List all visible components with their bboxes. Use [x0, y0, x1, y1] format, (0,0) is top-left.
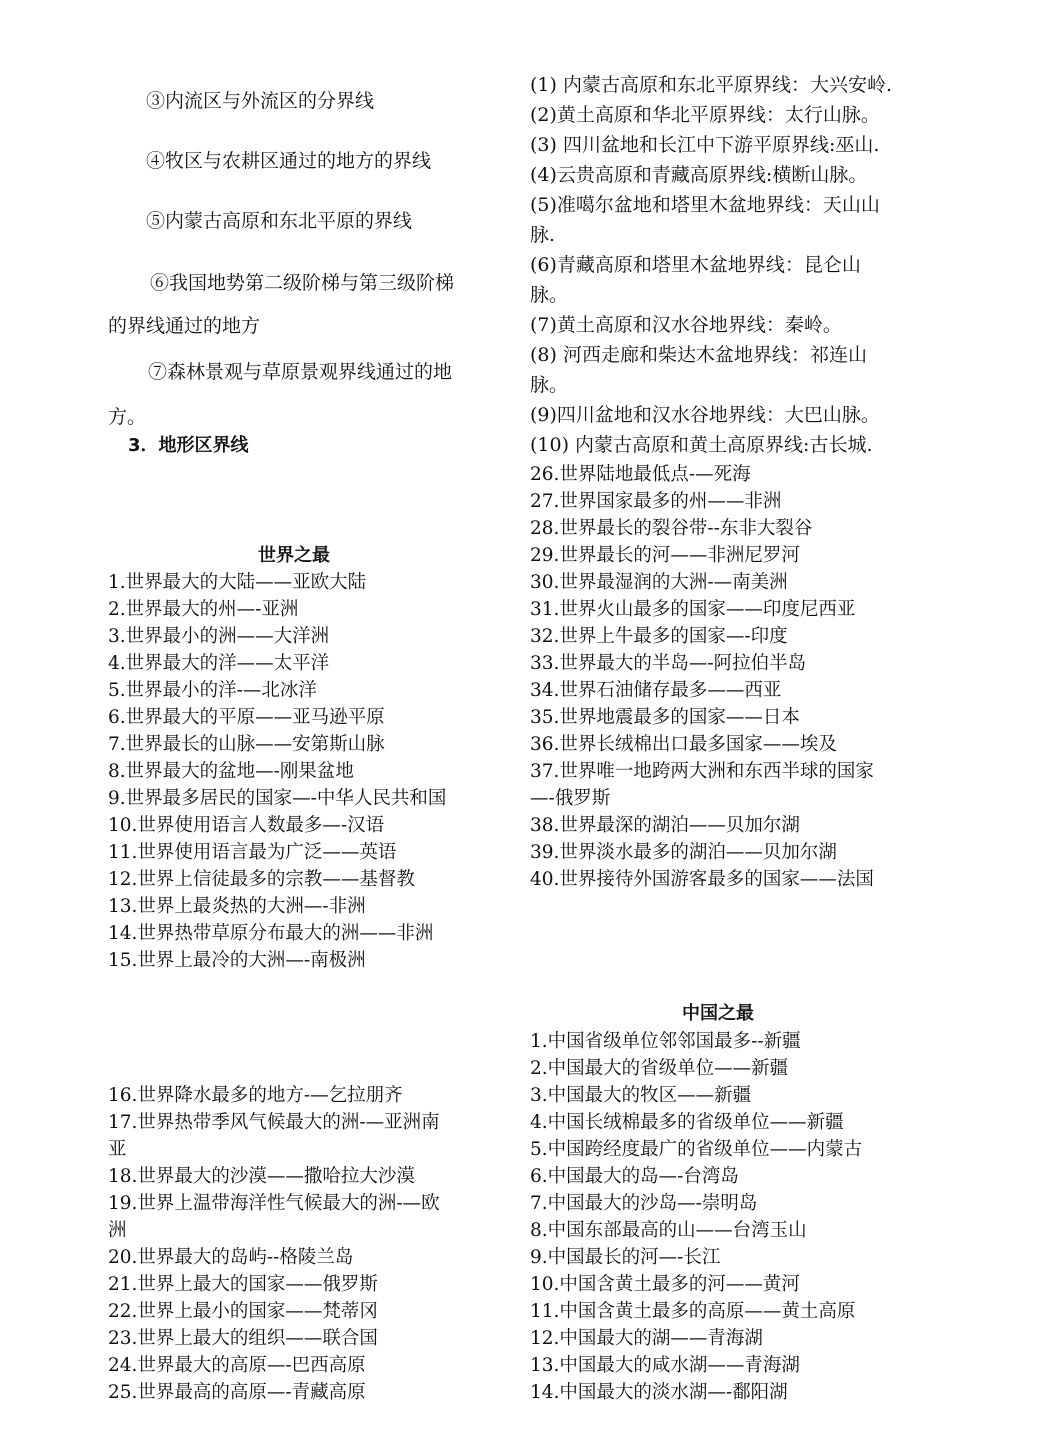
list-item: 26.世界陆地最低点-—死海	[530, 464, 751, 485]
list-item: 10.中国含黄土最多的河——黄河	[530, 1274, 800, 1295]
list-item: (5)准噶尔盆地和塔里木盆地界线：天山山	[530, 194, 880, 216]
list-item: (9)四川盆地和汉水谷地界线：大巴山脉。	[530, 404, 880, 426]
list-item: 11.世界使用语言最为广泛——英语	[108, 842, 397, 863]
list-item: 37.世界唯一地跨两大洲和东西半球的国家	[530, 761, 874, 782]
list-item: (6)青藏高原和塔里木盆地界线：昆仑山	[530, 254, 861, 276]
boundary-item-7-cont: 方。	[108, 406, 147, 428]
list-item: 13.世界上最炎热的大洲—-非洲	[108, 896, 366, 917]
list-item: 14.世界热带草原分布最大的洲——非洲	[108, 923, 434, 944]
list-item: 12.世界上信徒最多的宗教——基督教	[108, 869, 415, 890]
list-item: 3.世界最小的洲——大洋洲	[108, 626, 330, 647]
list-item: 9.世界最多居民的国家—-中华人民共和国	[108, 788, 447, 809]
list-item: 2.中国最大的省级单位——新疆	[530, 1058, 789, 1079]
list-item: 20.世界最大的岛屿--格陵兰岛	[108, 1247, 354, 1268]
section-heading-landform: 3．地形区界线	[128, 435, 249, 456]
list-item: 9.中国最长的河—-长江	[530, 1247, 721, 1268]
world-records-title: 世界之最	[258, 545, 330, 566]
list-item: 30.世界最湿润的大洲-—南美洲	[530, 572, 788, 593]
list-item: 40.世界接待外国游客最多的国家——法国	[530, 869, 874, 890]
boundary-item-4: ④牧区与农耕区通过的地方的界线	[146, 150, 432, 172]
list-item: 32.世界上牛最多的国家—-印度	[530, 626, 788, 647]
list-item: 1.中国省级单位邻邻国最多--新疆	[530, 1031, 801, 1052]
list-item: 7.世界最长的山脉——安第斯山脉	[108, 734, 385, 755]
list-item: (2)黄土高原和华北平原界线：太行山脉。	[530, 104, 880, 126]
list-item: (7)黄土高原和汉水谷地界线：秦岭。	[530, 314, 842, 336]
list-item: 18.世界最大的沙漠——撒哈拉大沙漠	[108, 1166, 415, 1187]
list-item: 1.世界最大的大陆——亚欧大陆	[108, 572, 367, 593]
list-item: 39.世界淡水最多的湖泊——贝加尔湖	[530, 842, 837, 863]
list-item: 7.中国最大的沙岛—-崇明岛	[530, 1193, 758, 1214]
boundary-item-7: ⑦森林景观与草原景观界线通过的地	[148, 361, 453, 383]
list-item: 24.世界最大的高原—-巴西高原	[108, 1355, 366, 1376]
list-item: 8.中国东部最高的山——台湾玉山	[530, 1220, 807, 1241]
list-item: 29.世界最长的河——非洲尼罗河	[530, 545, 800, 566]
list-item: 11.中国含黄土最多的高原——黄土高原	[530, 1301, 856, 1322]
boundary-item-5: ⑤内蒙古高原和东北平原的界线	[146, 210, 413, 232]
list-item: 8.世界最大的盆地—-刚果盆地	[108, 761, 354, 782]
list-item: 34.世界石油储存最多——西亚	[530, 680, 782, 701]
list-item: 洲	[108, 1220, 127, 1241]
list-item: 15.世界上最冷的大洲—-南极洲	[108, 950, 366, 971]
list-item: 25.世界最高的高原—-青藏高原	[108, 1382, 366, 1403]
list-item: 脉。	[530, 284, 569, 306]
boundary-item-6-cont: 的界线通过的地方	[108, 315, 261, 337]
list-item: 5.世界最小的洋-—北冰洋	[108, 680, 317, 701]
list-item: 亚	[108, 1139, 127, 1160]
list-item: 5.中国跨经度最广的省级单位——内蒙古	[530, 1139, 863, 1160]
list-item: 12.中国最大的湖——青海湖	[530, 1328, 763, 1349]
list-item: 21.世界上最大的国家——俄罗斯	[108, 1274, 378, 1295]
list-item: 3.中国最大的牧区——新疆	[530, 1085, 752, 1106]
china-records-title: 中国之最	[682, 1003, 754, 1024]
list-item: 6.中国最大的岛—-台湾岛	[530, 1166, 739, 1187]
list-item: 38.世界最深的湖泊——贝加尔湖	[530, 815, 800, 836]
list-item: 脉.	[530, 224, 556, 246]
list-item: 6.世界最大的平原——亚马逊平原	[108, 707, 385, 728]
list-item: 22.世界上最小的国家——梵蒂冈	[108, 1301, 378, 1322]
list-item: 14.中国最大的淡水湖—-鄱阳湖	[530, 1382, 788, 1403]
list-item: 13.中国最大的咸水湖——青海湖	[530, 1355, 800, 1376]
list-item: (3) 四川盆地和长江中下游平原界线:巫山.	[530, 134, 880, 156]
list-item: (10) 内蒙古高原和黄土高原界线:古长城.	[530, 434, 873, 456]
boundary-item-6: ⑥我国地势第二级阶梯与第三级阶梯	[150, 272, 455, 294]
list-item: 4.中国长绒棉最多的省级单位——新疆	[530, 1112, 844, 1133]
list-item: —-俄罗斯	[530, 788, 611, 809]
boundary-item-3: ③内流区与外流区的分界线	[146, 90, 375, 112]
list-item: 19.世界上温带海洋性气候最大的洲-—欧	[108, 1193, 440, 1214]
list-item: 23.世界上最大的组织——联合国	[108, 1328, 378, 1349]
list-item: 33.世界最大的半岛—-阿拉伯半岛	[530, 653, 807, 674]
list-item: 17.世界热带季风气候最大的洲-—亚洲南	[108, 1112, 440, 1133]
list-item: 35.世界地震最多的国家——日本	[530, 707, 800, 728]
list-item: 28.世界最长的裂谷带--东非大裂谷	[530, 518, 813, 539]
list-item: (8) 河西走廊和柴达木盆地界线：祁连山	[530, 344, 867, 366]
list-item: 36.世界长绒棉出口最多国家——埃及	[530, 734, 837, 755]
list-item: (1) 内蒙古高原和东北平原界线：大兴安岭.	[530, 74, 892, 96]
list-item: 16.世界降水最多的地方-—乞拉朋齐	[108, 1085, 403, 1106]
list-item: 4.世界最大的洋——太平洋	[108, 653, 330, 674]
list-item: 脉。	[530, 374, 569, 396]
list-item: 10.世界使用语言人数最多—-汉语	[108, 815, 385, 836]
list-item: 2.世界最大的州—-亚洲	[108, 599, 299, 620]
list-item: 31.世界火山最多的国家——印度尼西亚	[530, 599, 856, 620]
list-item: (4)云贵高原和青藏高原界线:横断山脉。	[530, 164, 868, 186]
list-item: 27.世界国家最多的州——非洲	[530, 491, 782, 512]
